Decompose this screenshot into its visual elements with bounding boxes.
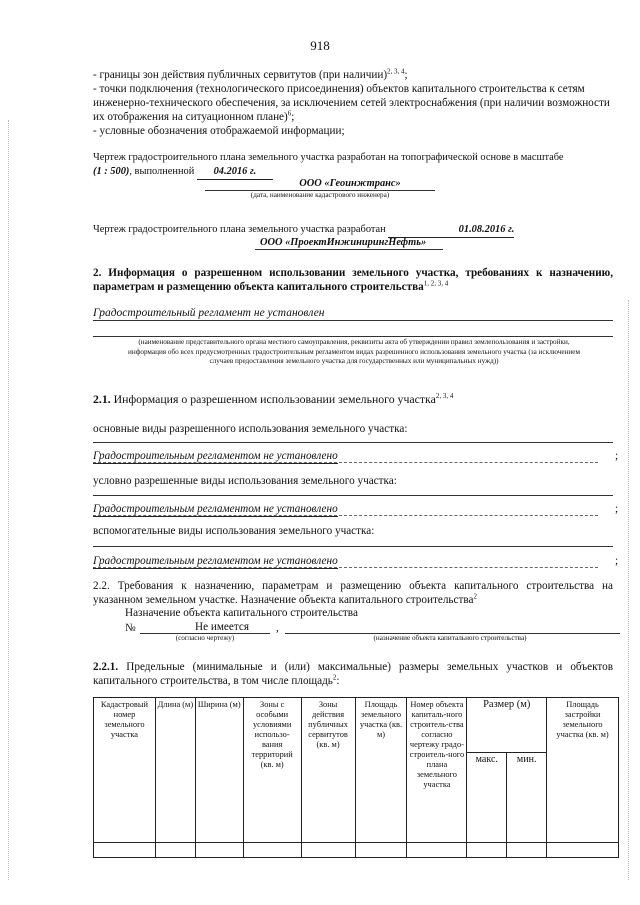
s22-text: 2.2. Требования к назначению, параметрам и размещению объекта капитального строительства на указанном земельном участке. Назначение объекта капитального строительства$^2$ [93, 580, 613, 606]
scan-edge [8, 120, 9, 880]
s22-sub: Назначение объекта капитального строительства [125, 607, 358, 619]
semicolon: ; [615, 503, 619, 515]
table-header: Ширина (м) [195, 698, 243, 843]
s21-cond-label: условно разрешенные виды использования земельного участка: [93, 475, 397, 487]
table-header: Зоны действия публичных сервитутов (кв. м) [301, 698, 355, 843]
section-2-caption: (наименование представительного органа местного самоуправления, реквизиты акта об утверждении правил землепользования и застройки, информация обо всех предусмотренных градостроительным регламентом видах разрешенного использования земельного участка (за исключением случаев предоставления земельного участка для государственных или муниципальных нужд)) [128, 338, 581, 365]
table-header: Размер (м) [467, 698, 547, 753]
s21-title: 2.1. Информация о разрешенном использовании земельного участка$^{2, 3, 4}$ [93, 392, 454, 406]
s221-text: 2.2.1. Предельные (минимальные и (или) максимальные) размеры земельных участков и объектов капитального строительства, в том числе площадь$^2$: [93, 661, 613, 687]
divider [93, 567, 598, 568]
list-item: - точки подключения (технологического присоединения) объектов капитального строительства к сетям инженерно-технического обеспечения, за исключением сетей электроснабжения (при наличии возможности их отображения на ситуационном плане)$^6$; [93, 83, 610, 123]
list-item: - условные обозначения отображаемой информации; [93, 125, 345, 137]
table-header: Площадь земельного участка (кв. м) [355, 698, 407, 843]
s21-cond-value: Градостроительным регламентом не установлено [93, 503, 338, 515]
reglament-value: Градостроительный регламент не установлен [93, 307, 325, 319]
table-header: Зоны с особыми условиями использо-вания территорий (кв. м) [243, 698, 301, 843]
table-subheader: мин. [507, 753, 547, 843]
developed-org: ООО «ПроектИнжинирингНефть» [260, 237, 427, 248]
topo-org: ООО «Геоинжтранс» [299, 178, 401, 189]
section-2-title: 2. Информация о разрешенном использовании земельного участка, требованиях к назначению, параметрам и размещению объекта капитального строительства$^{1, 2, 3, 4}$ [93, 267, 613, 293]
s22-caption-left: (согласно чертежу) [175, 634, 235, 642]
s22-caption-right: (назначение объекта капитального строительства) [373, 634, 527, 642]
topo-paragraph: Чертеж градостроительного плана земельного участка разработан на топографической основе в масштабе [93, 152, 564, 163]
developed-line: Чертеж градостроительного плана земельного участка разработан 01.08.2016 г. [93, 223, 514, 238]
list-item: - границы зон действия публичных сервитутов (при наличии)$^{2, 3, 4}$; [93, 67, 408, 81]
table-row [94, 843, 619, 858]
s22-number-sign: № [125, 622, 136, 634]
divider [93, 515, 598, 516]
table-header: Площадь застройки земельного участка (кв. м) [547, 698, 619, 843]
s21-main-label: основные виды разрешенного использования земельного участка: [93, 423, 408, 435]
divider [93, 546, 613, 547]
divider [93, 495, 613, 496]
divider [255, 249, 443, 250]
topo-caption: (дата, наименование кадастрового инженера) [250, 191, 390, 199]
parameters-table [93, 697, 619, 858]
semicolon: ; [615, 555, 619, 567]
table-subheader: макс. [467, 753, 507, 843]
s22-value: Не имеется [195, 621, 249, 633]
s21-main-value: Градостроительным регламентом не установлено [93, 450, 338, 462]
table-header: Номер объекта капиталь-ного строитель-ства согласно чертежу градо-строитель-ного плана земельного участка [407, 698, 467, 843]
topo-scale-line: (1 : 500), выполненной 04.2016 г. [93, 165, 273, 180]
divider [93, 336, 613, 337]
semicolon: ; [615, 450, 619, 462]
divider [93, 462, 598, 463]
page-number: 918 [310, 38, 330, 53]
table-header: Длина (м) [155, 698, 195, 843]
divider [93, 442, 613, 443]
scan-edge [628, 300, 629, 880]
table-header: Кадастровый номер земельного участка [94, 698, 156, 843]
s22-comma: , [276, 622, 279, 634]
s21-aux-label: вспомогательные виды использования земельного участка: [93, 525, 375, 537]
divider [93, 320, 613, 321]
s21-aux-value: Градостроительным регламентом не установлено [93, 555, 338, 567]
